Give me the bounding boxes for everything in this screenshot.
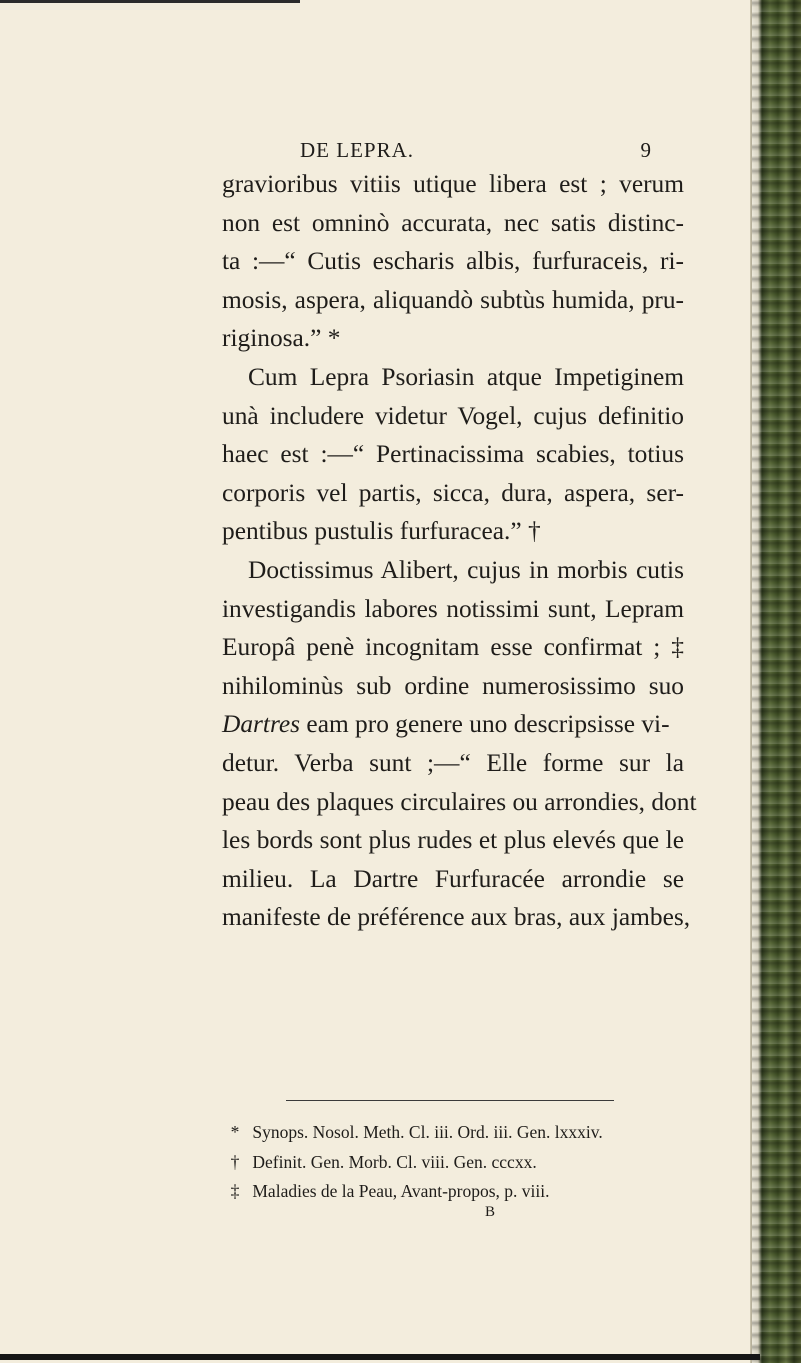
footnote-text: Definit. Gen. Morb. Cl. viii. Gen. cccxx. xyxy=(252,1151,537,1172)
page-number: 9 xyxy=(640,138,652,162)
signature-mark: B xyxy=(485,1204,496,1220)
running-title: DE LEPRA. xyxy=(300,138,414,162)
text-line: investigandis labores notissimi sunt, Lepram xyxy=(222,594,684,623)
text-line: riginosa.” * xyxy=(222,324,341,353)
book-binding xyxy=(752,0,801,1363)
text-line: gravioribus vitiis utique libera est ; verum xyxy=(222,170,684,198)
top-edge-rule xyxy=(0,0,300,3)
footnote-mark: † xyxy=(230,1151,240,1172)
text-line: Europâ penè incognitam esse confirmat ; ‡ xyxy=(222,633,684,662)
text-line: detur. Verba sunt ;—“ Elle forme sur la xyxy=(222,748,684,777)
bottom-edge-rule xyxy=(0,1354,760,1360)
text-line: peau des plaques circulaires ou arrondies, dont xyxy=(222,787,697,816)
text-line xyxy=(222,705,684,744)
footnote xyxy=(222,1118,682,1148)
italic-term: Dartres xyxy=(222,710,301,739)
text-line: corporis vel partis, sicca, dura, aspera, ser- xyxy=(222,478,684,507)
paragraph-start-line: Cum Lepra Psoriasin atque Impetiginem xyxy=(248,362,684,391)
footnotes xyxy=(222,1118,682,1207)
footnote-mark: ‡ xyxy=(230,1181,240,1201)
text-line: non est omninò accurata, nec satis distinc- xyxy=(222,208,684,237)
text-line: milieu. La Dartre Furfuracée arrondie se xyxy=(222,864,684,893)
text-line-rest: eam pro genere uno descripsisse vi- xyxy=(306,710,670,739)
paragraph-start-line: Doctissimus Alibert, cujus in morbis cutis xyxy=(248,555,684,584)
footnote-text: Synops. Nosol. Meth. Cl. iii. Ord. iii. Gen. lxxxiv. xyxy=(252,1122,603,1142)
text-line: ta :—“ Cutis escharis albis, furfuraceis, ri- xyxy=(222,247,684,276)
text-line: mosis, aspera, aliquandò subtùs humida, pru- xyxy=(222,285,684,314)
footnote-text: Maladies de la Peau, Avant-propos, p. viii. xyxy=(252,1181,550,1201)
text-line: unà includere videtur Vogel, cujus definitio xyxy=(222,401,684,430)
footnote-mark: * xyxy=(230,1122,240,1142)
text-line: nihilominùs sub ordine numerosissimo suo xyxy=(222,671,684,700)
footnote-divider xyxy=(286,1100,614,1101)
footnote xyxy=(222,1148,682,1178)
text-line: haec est :—“ Pertinacissima scabies, totius xyxy=(222,440,684,469)
text-line: les bords sont plus rudes et plus elevés que le xyxy=(222,826,684,855)
text-line: manifeste de préférence aux bras, aux jambes, xyxy=(222,903,691,932)
body-text xyxy=(222,165,697,937)
running-header xyxy=(300,138,660,168)
footnote xyxy=(222,1177,682,1207)
text-line: pentibus pustulis furfuracea.” † xyxy=(222,517,541,546)
